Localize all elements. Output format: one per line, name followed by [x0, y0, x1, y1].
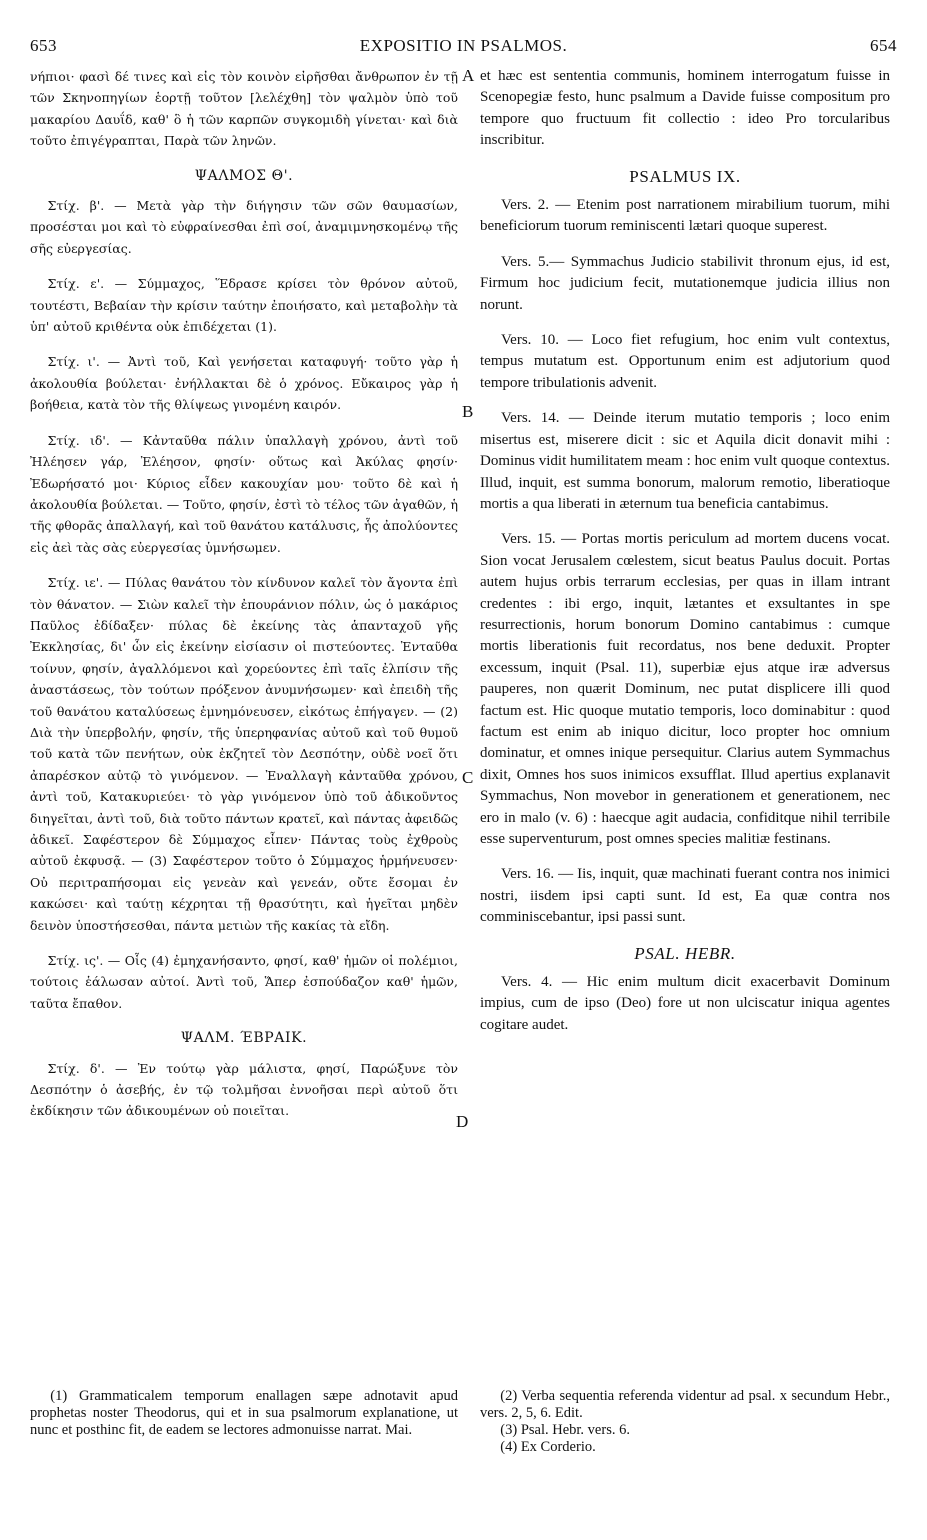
- latin-paragraph: Vers. 10. — Loco fiet refugium, hoc enim vult contextus, tempus mutatum est. Opportunum enim est adjutorium quod tempore tribulationis advenit.: [480, 332, 890, 391]
- left-page-number: 653: [30, 36, 57, 55]
- latin-paragraph: Vers. 4. — Hic enim multum dicit exacerbavit Dominum impius, cum de ipso (Deo) fore ut non ulciscatur iniqua agentes cogitare audet.: [480, 974, 890, 1033]
- running-header: [30, 36, 897, 58]
- footnotes-right: [480, 1388, 890, 1456]
- greek-psalm-heading: ΨΑΛΜΟΣ Θ'.: [194, 167, 294, 184]
- greek-paragraph: Στίχ. ε'. — Σύμμαχος, Ἕδρασε κρίσει τὸν θρόνον αὐτοῦ, τουτέστι, Βεβαίαν τὴν κρίσιν ταύτην ἐποιήσατο, καὶ μεταβολὴν τὰ ὑπ' αὐτοῦ κριθέντα οὐκ ἐπιδέχεται (1).: [30, 276, 458, 335]
- greek-paragraph: Στίχ. β'. — Μετὰ γὰρ τὴν διήγησιν τῶν σῶν θαυμασίων, προσέσται μοι καὶ τὸ εὐφραίνεσθαι ἐπὶ σοί, ἀναμιμνησκομένῳ τῆς σῆς εὐεργεσίας.: [30, 198, 458, 256]
- latin-hebrew-heading: PSAL. HEBR.: [634, 943, 736, 963]
- margin-marker-c: C: [462, 768, 474, 787]
- greek-paragraph: Στίχ. ι'. — Ἀντὶ τοῦ, Καὶ γενήσεται καταφυγή· τοῦτο γὰρ ἡ ἀκολουθία βούλεται· ἐνήλλακται δὲ ὁ χρόνος. Εὔκαιρος γὰρ ἡ βοήθεια, κατὰ τὸν τῆς θλίψεως γινομένη καιρόν.: [30, 354, 458, 413]
- margin-marker-d: D: [456, 1112, 469, 1131]
- latin-paragraph: Vers. 16. — Iis, inquit, quæ machinati fuerant contra nos inimici nostri, iisdem ipsi capti sunt. Id est, Ea quæ contra nos comminiscebantur, ipsi passi sunt.: [480, 866, 890, 926]
- latin-paragraph: Vers. 5.— Symmachus Judicio stabilivit thronum ejus, id est, Firmum hoc judicium fecit, mutationemque judicia illius non norunt.: [480, 253, 890, 313]
- latin-intro: et hæc est sententia communis, hominem interrogatum fuisse in Scenopegiæ festo, hunc psalmum a Davide fuisse compositum pro tempore quo fructuum fit collectio : ideo Pro torcularibus inscribitur.: [480, 68, 890, 149]
- margin-marker-b: B: [462, 402, 474, 421]
- latin-psalm-heading: PSALMUS IX.: [629, 166, 741, 186]
- right-page-number: 654: [870, 36, 897, 55]
- latin-paragraph: Vers. 14. — Deinde iterum mutatio temporis ; loco enim misertus est, miserere dicit : sic et Aquila dicit donavit mihi : Dominus vidit humilitatem meam : hoc enim vult quoque contextus. Illud, inquit, est summa bonorum, malorum remotio, liberatioque mortis a qua liberati in æternum tua beneficia cantabimus.: [480, 410, 890, 512]
- margin-marker-a: A: [462, 66, 475, 85]
- greek-paragraph: Στίχ. ιδ'. — Κἀνταῦθα πάλιν ὑπαλλαγὴ χρόνου, ἀντὶ τοῦ Ἠλέησεν γάρ, Ἐλέησον, φησίν· οὕτως καὶ Ἀκύλας φησίν· Ἐδωρήσατό μοι· Κύριος εἶδεν κακουχίαν μου· τοῦτο δὲ καὶ ἡ ἀκολουθία βούλεται. — Τοῦτο, φησίν, ἐστὶ τὸ τέλος τῶν ἀγαθῶν, ἡ τῆς φθορᾶς ἀπαλλαγή, καὶ τοῦ θανάτου κατάλυσις, ἧς ἀπολύοντες εἰς ἀεὶ τὰς σὰς εὐεργεσίας ὑμνήσωμεν.: [30, 432, 458, 555]
- greek-paragraph: Στίχ. ις'. — Οἷς (4) ἐμηχανήσαντο, φησί, καθ' ἡμῶν οἱ πολέμιοι, τούτοις ἑάλωσαν αὐτοί. Ἀντὶ τοῦ, Ἅπερ ἐσπούδαζον καθ' ἡμῶν, ταῦτα ἔπαθον.: [30, 953, 458, 1011]
- footnote: (3) Psal. Hebr. vers. 6.: [500, 1422, 630, 1438]
- latin-paragraph: Vers. 15. — Portas mortis periculum ad mortem ducens vocat. Sion vocat Jerusalem cœlestem, sicut beatus Paulus docuit. Portas autem hujus orbis terrarum ecclesias, per quas in illam intrant credentes : ibi ergo, inquit, lætantes et exsultantes in spe resurrectionis, horum bonorum Domino cantabimus : cumque mortis liberationis fuit recordatus, nos bene deduxit. Propter excessum, inquit (Psal. 11), superbiæ ejus atque iræ adversus pauperes, non quærit Dominum, nec putat displicere illi quod factum est. Hic quoque mutatio temporis, loco dominabitur : quod factum est enim ab iniquo dicitur, loco propter hoc omnium dominatur, et omnes inique persequitur. Clarius autem Symmachus dixit, Omnes hos suos inimicos exsufflat. Illud apertius explanavit Symmachus, Non movebor in generationem et generationem, nec ero in malo (v. 6) : haecque agit audacia, confiditque nihil terribile esse superventurum, post omnes species malitiæ festinans.: [480, 531, 890, 847]
- footnote: (1) Grammaticalem temporum enallagen sæpe adnotavit apud prophetas noster Theodorus, qui et in sua psalmorum explanatione, ut nunc et posthinc fit, de eadem se lectores admonuisse narrat. Mai.: [30, 1388, 458, 1438]
- greek-paragraph: Στίχ. δ'. — Ἐν τούτῳ γὰρ μάλιστα, φησί, Παρώξυνε τὸν Δεσπότην ὁ ἀσεβής, ἐν τῷ τολμῆσαι ἐννοῆσαι περὶ αὐτοῦ ὅτι ἐκδίκησιν τῶν ἀδικουμένων οὐ ποιεῖται.: [30, 1060, 458, 1119]
- footnotes-left: [30, 1388, 458, 1439]
- greek-hebrew-heading: ΨΑΛΜ. ΈΒΡΑΙΚ.: [180, 1030, 308, 1047]
- greek-column: [30, 66, 458, 1136]
- greek-intro: νήπιοι· φασὶ δέ τινες καὶ εἰς τὸν κοινὸν εἰρῆσθαι ἄνθρωπον ἐν τῇ τῶν Σκηνοπηγίων ἑορτῇ τοῦτον [λελέχθη] τὸν ψαλμὸν ὑπὸ τοῦ μακαρίου Δαυΐδ, καθ' ὃ ἡ τῶν καρπῶν συγκομιδὴ γίνεται· καὶ διὰ τοῦτο ἐπιγέγραπται, Παρὰ τῶν ληνῶν.: [30, 69, 458, 149]
- greek-paragraph: Στίχ. ιε'. — Πύλας θανάτου τὸν κίνδυνον καλεῖ τὸν ἄγοντα ἐπὶ τὸν θάνατον. — Σιὼν καλεῖ τὴν ἐπουράνιον πόλιν, ὡς ὁ μακάριος Παῦλος ἐδίδαξεν· πύλας δὲ ἐκείνης τὰς ἁπανταχοῦ γῆς Ἐκκλησίας, δι' ὧν εἰς ἐκείνην εἰσίασιν οἱ πιστεύοντες. Ἐνταῦθα τοίνυν, φησίν, ἀγαλλόμενοι καὶ χορεύοντες ἐπὶ ταῖς ἐλπίσιν τῆς ἀναστάσεως, τὸν τούτων πρόξενον ἀνυμνήσωμεν· καὶ ἐπειδὴ τῆς τοῦ θανάτου καταλύσεως ἐμνημόνευσεν, εἰκότως ἐπήγαγεν. — (2) Διὰ τὴν ὑπερβολήν, φησίν, τῆς ὑπερηφανίας αὐτοῦ καὶ τοῦ θυμοῦ τοῦ κατὰ τῶν πενήτων, οὐκ ἐκζητεῖ τὸν Δεσπότην, οὐδὲ νοεῖ ὅτι ἀπαρέσκον αὐτῷ τὸ γινόμενον. — Ἐναλλαγὴ κἀνταῦθα χρόνου, ἀντὶ τοῦ, Κατακυριεύει· τὸ γὰρ γινόμενον ὑπὸ τοῦ ἀδικοῦντος διηγεῖται, ἀντὶ τοῦ, διὰ τοῦτο πάντων κρατεῖ, καὶ πάντας ἀφειδῶς ἀδικεῖ. Σαφέστερον δὲ Σύμμαχος εἶπεν· Πάντας τοὺς ἐχθροὺς αὐτοῦ ἐκφυσᾷ. — (3) Σαφέστερον τοῦτο ὁ Σύμμαχος ἡρμήνευσεν· Οὐ περιτραπήσομαι εἰς γενεὰν καὶ γενεάν, οὔτε ἔσομαι ἐν κακώσει· καὶ ταύτῃ κέχρηται τῇ θρασύτητι, καὶ ἡγεῖται μηδὲν δεινὸν ὑποστήσεσθαι, πάντα μετιὼν τῆς κακίας τὰ εἴδη.: [30, 575, 458, 933]
- latin-paragraph: Vers. 2. — Etenim post narrationem mirabilium tuorum, mihi beneficiorum tuorum reminiscenti lætari quoque superest.: [480, 197, 890, 235]
- footnote: (4) Ex Corderio.: [500, 1439, 596, 1455]
- running-title: EXPOSITIO IN PSALMOS.: [359, 36, 568, 55]
- latin-column: [480, 66, 890, 1050]
- footnote: (2) Verba sequentia referenda videntur ad psal. x secundum Hebr., vers. 2, 5, 6. Edit.: [480, 1388, 890, 1421]
